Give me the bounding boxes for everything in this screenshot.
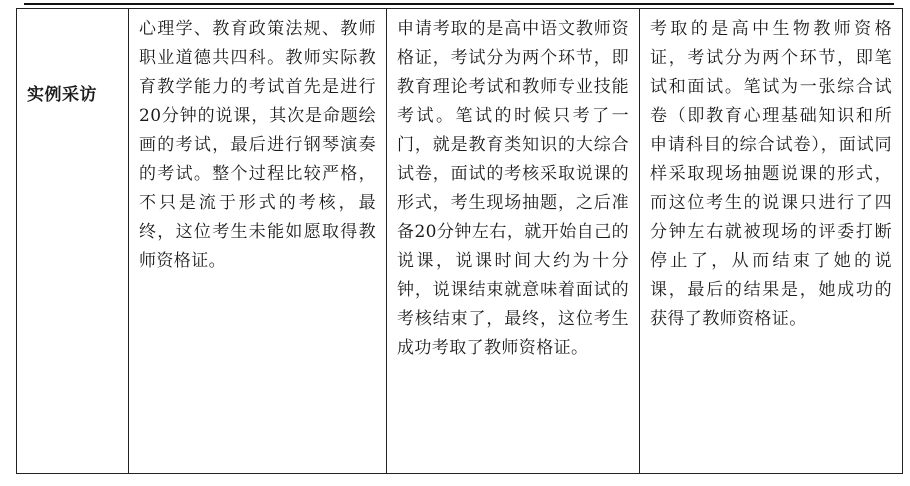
interview-cases-table xyxy=(16,8,903,474)
top-rule-divider xyxy=(24,3,894,5)
case-3-cell: 考取的是高中生物教师资格证，考试分为两个环节，即笔试和面试。笔试为一张综合试卷（即教育心理基础知识和所申请科目的综合试卷），面试同样采取现场抽题说课的形式，而这位考生的说课只进行了四分钟左右就被现场的评委打断停止了，从而结束了她的说课，最后的结果是，她成功的获得了教师资格证。 xyxy=(640,9,903,474)
case-2-cell: 申请考取的是高中语文教师资格证，考试分为两个环节，即教育理论考试和教师专业技能考试。笔试的时候只考了一门，就是教育类知识的大综合试卷，面试的考核采取说课的形式，考生现场抽题，之后准备20分钟左右，就开始自己的说课，说课时间大约为十分钟，说课结束就意味着面试的考核结束了，最终，这位考生成功考取了教师资格证。 xyxy=(387,9,640,474)
case-1-cell: 心理学、教育政策法规、教师职业道德共四科。教师实际教育教学能力的考试首先是进行20分钟的说课，其次是命题绘画的考试，最后进行钢琴演奏的考试。整个过程比较严格，不只是流于形式的考核，最终，这位考生未能如愿取得教师资格证。 xyxy=(129,9,387,474)
row-label-cell: 实例采访 xyxy=(17,9,129,474)
table-row xyxy=(17,9,903,474)
